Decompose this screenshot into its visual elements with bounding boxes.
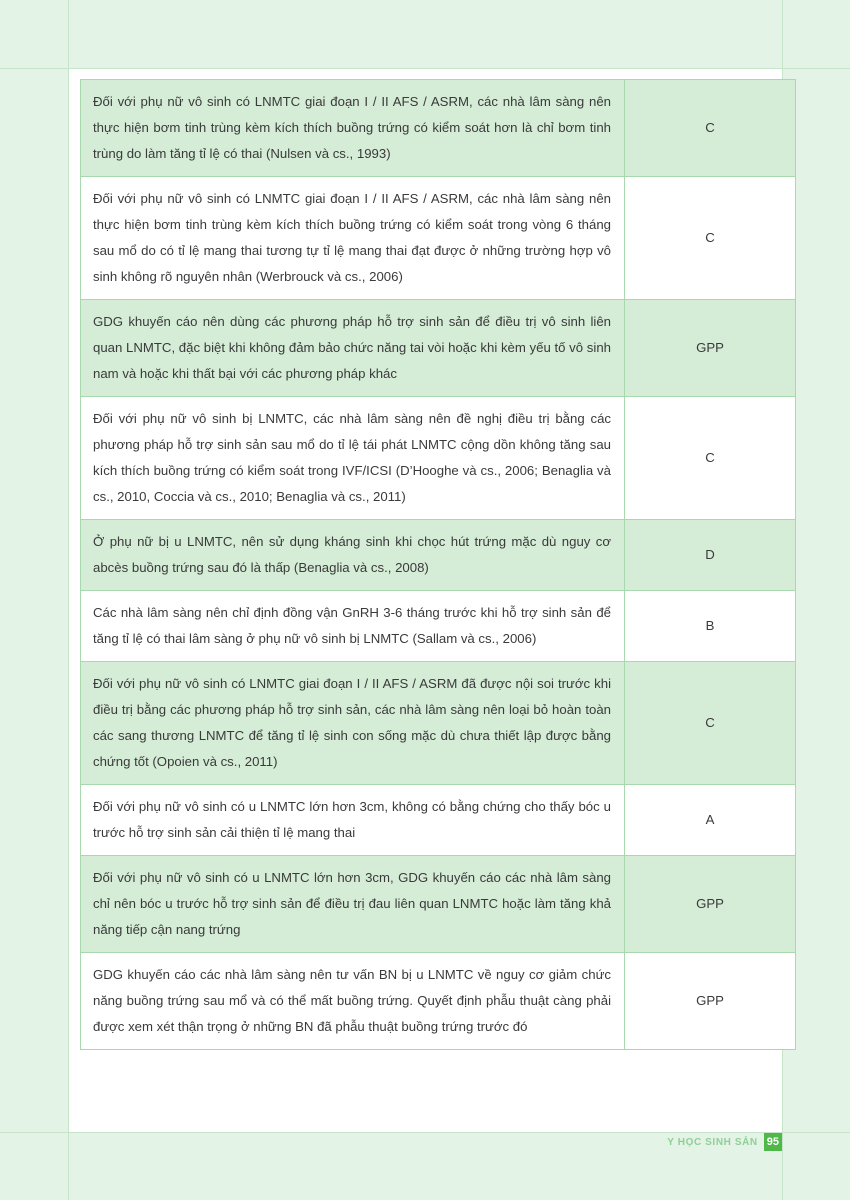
recommendation-text: Đối với phụ nữ vô sinh có u LNMTC lớn hơn 3cm, không có bằng chứng cho thấy bóc u trước hỗ trợ sinh sản cải thiện tỉ lệ mang thai xyxy=(81,785,625,856)
recommendation-text: Đối với phụ nữ vô sinh có LNMTC giai đoạn I / II AFS / ASRM, các nhà lâm sàng nên thực hiện bơm tinh trùng kèm kích thích buồng trứng có kiểm soát hơn là chỉ bơm tinh trùng do làm tăng tỉ lệ có thai (Nulsen và cs., 1993) xyxy=(81,80,625,177)
evidence-grade: C xyxy=(625,80,796,177)
page-number-badge: 95 xyxy=(764,1133,782,1151)
recommendation-text: Đối với phụ nữ vô sinh bị LNMTC, các nhà lâm sàng nên đề nghị điều trị bằng các phương pháp hỗ trợ sinh sản sau mổ do tỉ lệ tái phát LNMTC cộng dồn không tăng sau kích thích buồng trứng có kiểm soát trong IVF/ICSI (D’Hooghe và cs., 2006; Benaglia và cs., 2010, Coccia và cs., 2010; Benaglia và cs., 2011) xyxy=(81,397,625,520)
evidence-grade: C xyxy=(625,662,796,785)
recommendation-text: GDG khuyến cáo nên dùng các phương pháp hỗ trợ sinh sản để điều trị vô sinh liên quan LNMTC, đặc biệt khi không đảm bảo chức năng tai vòi hoặc khi kèm yếu tố vô sinh nam và hoặc khi thất bại với các phương pháp khác xyxy=(81,300,625,397)
recommendation-text: Ở phụ nữ bị u LNMTC, nên sử dụng kháng sinh khi chọc hút trứng mặc dù nguy cơ abcès buồng trứng sau đó là thấp (Benaglia và cs., 2008) xyxy=(81,520,625,591)
table-row xyxy=(81,520,796,591)
recommendation-text: Các nhà lâm sàng nên chỉ định đồng vận GnRH 3-6 tháng trước khi hỗ trợ sinh sản để tăng tỉ lệ có thai lâm sàng ở phụ nữ vô sinh bị LNMTC (Sallam và cs., 2006) xyxy=(81,591,625,662)
evidence-grade: B xyxy=(625,591,796,662)
recommendation-table xyxy=(80,79,796,1050)
table-row xyxy=(81,80,796,177)
recommendation-text: GDG khuyến cáo các nhà lâm sàng nên tư vấn BN bị u LNMTC về nguy cơ giảm chức năng buồng trứng sau mổ và có thể mất buồng trứng. Quyết định phẫu thuật càng phải được xem xét thận trọng ở những BN đã phẫu thuật buồng trứng trước đó xyxy=(81,953,625,1050)
table-row xyxy=(81,953,796,1050)
evidence-grade: C xyxy=(625,397,796,520)
table-row xyxy=(81,300,796,397)
recommendation-table-container xyxy=(80,79,771,1050)
recommendation-text: Đối với phụ nữ vô sinh có LNMTC giai đoạn I / II AFS / ASRM đã được nội soi trước khi điều trị bằng các phương pháp hỗ trợ sinh sản, các nhà lâm sàng nên loại bỏ hoàn toàn các sang thương LNMTC để tăng tỉ lệ sinh con sống mặc dù chưa thiết lập được bằng chứng tốt (Opoien và cs., 2011) xyxy=(81,662,625,785)
table-row xyxy=(81,591,796,662)
table-row xyxy=(81,397,796,520)
table-row xyxy=(81,662,796,785)
table-row xyxy=(81,785,796,856)
table-body xyxy=(81,80,796,1050)
recommendation-text: Đối với phụ nữ vô sinh có u LNMTC lớn hơn 3cm, GDG khuyến cáo các nhà lâm sàng chỉ nên bóc u trước hỗ trợ sinh sản để điều trị đau liên quan LNMTC hoặc làm tăng khả năng tiếp cận nang trứng xyxy=(81,856,625,953)
evidence-grade: GPP xyxy=(625,300,796,397)
evidence-grade: GPP xyxy=(625,953,796,1050)
recommendation-text: Đối với phụ nữ vô sinh có LNMTC giai đoạn I / II AFS / ASRM, các nhà lâm sàng nên thực hiện bơm tinh trùng kèm kích thích buồng trứng có kiểm soát trong vòng 6 tháng sau mổ do có tỉ lệ mang thai tương tự tỉ lệ mang thai đạt được ở những trường hợp vô sinh không rõ nguyên nhân (Werbrouck và cs., 2006) xyxy=(81,177,625,300)
evidence-grade: D xyxy=(625,520,796,591)
evidence-grade: A xyxy=(625,785,796,856)
journal-title: Y HỌC SINH SẢN xyxy=(667,1136,758,1148)
table-row xyxy=(81,177,796,300)
evidence-grade: GPP xyxy=(625,856,796,953)
table-row xyxy=(81,856,796,953)
evidence-grade: C xyxy=(625,177,796,300)
page-footer xyxy=(667,1133,782,1151)
